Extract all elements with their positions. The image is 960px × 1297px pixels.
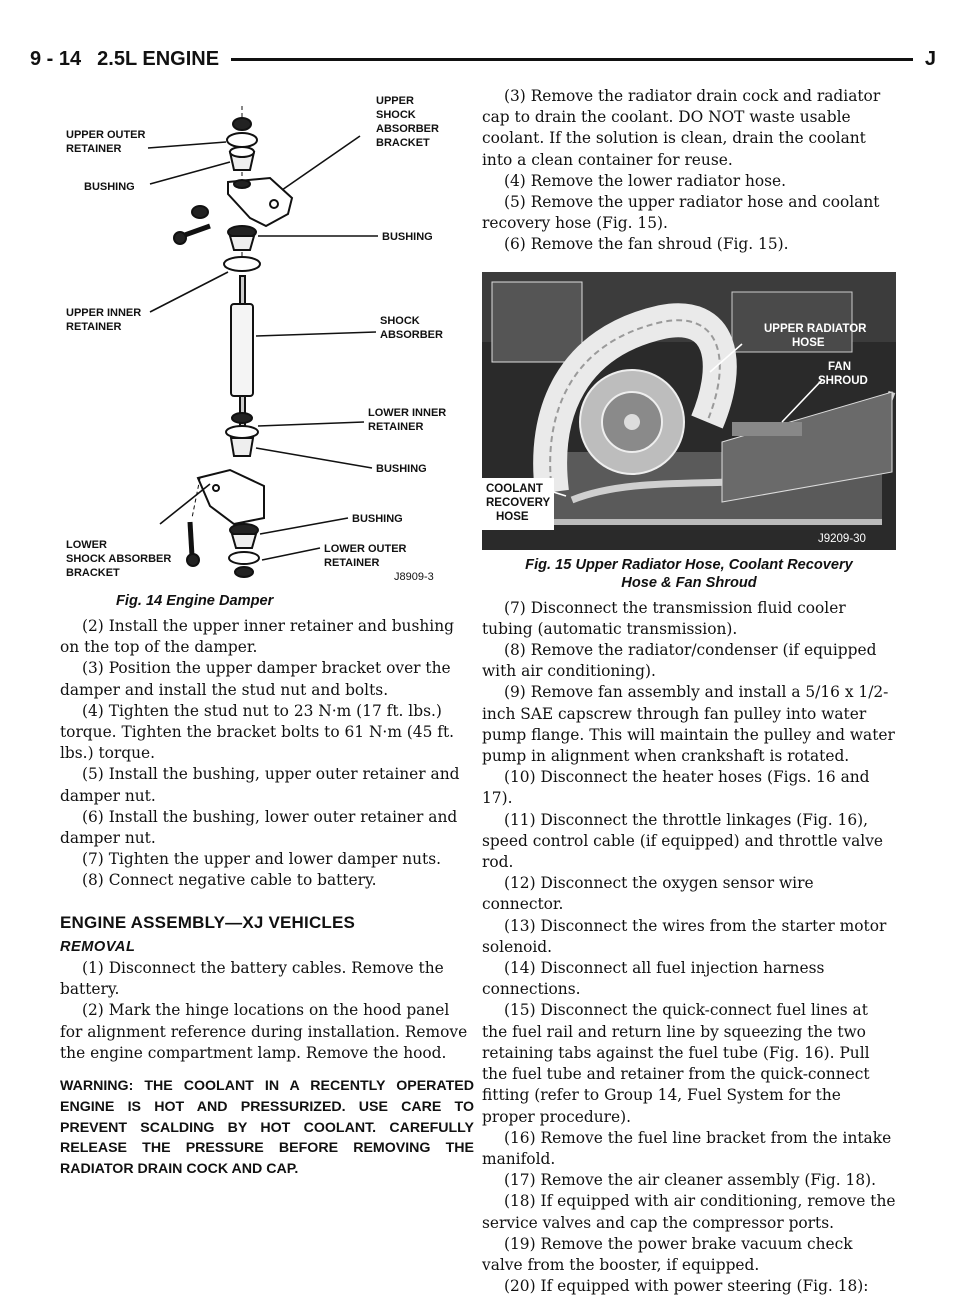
removal-step: (1) Disconnect the battery cables. Remove the battery. <box>60 959 444 999</box>
label-upper-shock-bracket: UPPER SHOCK ABSORBER BRACKET <box>376 95 439 149</box>
step-text: (3) Position the upper damper bracket over the damper and install the stud nut and bolts. <box>60 659 451 699</box>
coolant-warning: WARNING: THE COOLANT IN A RECENTLY OPERATED ENGINE IS HOT AND PRESSURIZED. USE CARE TO PREVENT SCALDING BY HOT COOLANT. CAREFULLY RELEASE THE PRESSURE BEFORE REMOVING THE RADIATOR DRAIN COCK AND CAP. <box>60 1078 474 1178</box>
install-steps <box>60 616 474 892</box>
header-letter: J <box>924 47 936 70</box>
fig15-caption-line1: Fig. 15 Upper Radiator Hose, Coolant Recovery <box>525 556 853 573</box>
step-text: (8) Remove the radiator/condenser (if equipped with air conditioning). <box>482 641 877 681</box>
step-text: (9) Remove fan assembly and install a 5/16 x 1/2-inch SAE capscrew through fan pulley into water pump flange. This will maintain the pulley and water pump in alignment when crankshaft is rotated. <box>482 683 895 766</box>
step-text: (13) Disconnect the wires from the starter motor solenoid. <box>482 916 887 956</box>
step-text: (12) Disconnect the oxygen sensor wire connector. <box>482 874 814 914</box>
step-text: (15) Disconnect the quick-connect fuel lines at the fuel rail and return line by squeezing the two retaining tabs against the fuel tube (Fig. 16). Pull the fuel tube and retainer from the quick-connect fitting (refer to Group 14, Fuel System for the proper procedure). <box>482 1001 870 1126</box>
right-column <box>482 86 896 1297</box>
label-bushing-4: BUSHING <box>352 513 403 525</box>
label-upper-outer-retainer: UPPER OUTER RETAINER <box>66 129 146 155</box>
label-upper-inner-retainer: UPPER INNER RETAINER <box>66 307 142 333</box>
step-text: (4) Tighten the stud nut to 23 N·m (17 ft. lbs.) torque. Tighten the bracket bolts to 61 N·m (45 ft. lbs.) torque. <box>60 701 455 763</box>
radiator-hose-photo <box>482 272 896 550</box>
step-text: (3) Remove the radiator drain cock and radiator cap to drain the coolant. DO NOT waste usable coolant. If the solution is clean, drain the coolant into a clean container for reuse. <box>482 87 881 169</box>
step-text: (17) Remove the air cleaner assembly (Fig. 18). <box>504 1171 877 1190</box>
section-name: 2.5L ENGINE <box>97 47 220 70</box>
page-number: 9 - 14 <box>30 47 82 70</box>
step-text: (14) Disconnect all fuel injection harness connections. <box>482 959 825 999</box>
removal-steps-cont <box>482 598 896 1297</box>
step-text: (2) Install the upper inner retainer and bushing on the top of the damper. <box>60 617 454 657</box>
fig14-code: J8909-3 <box>394 571 434 583</box>
label-bushing-1: BUSHING <box>84 181 135 193</box>
fig15-figure <box>482 272 896 550</box>
label-lower-shock-bracket: LOWER SHOCK ABSORBER BRACKET <box>66 539 172 579</box>
step-text: (10) Disconnect the heater hoses (Figs. 16 and 17). <box>482 768 870 808</box>
section-title: ENGINE ASSEMBLY—XJ VEHICLES <box>60 912 356 932</box>
fig15-code: J9209-30 <box>818 532 866 545</box>
fig14-caption: Fig. 14 Engine Damper <box>116 593 274 609</box>
page-header <box>30 44 936 74</box>
step-text: (4) Remove the lower radiator hose. <box>504 171 787 190</box>
fig15-caption <box>482 556 896 592</box>
label-bushing-3: BUSHING <box>376 463 427 475</box>
engine-damper-illustration <box>60 86 474 586</box>
label-shock-absorber: SHOCK ABSORBER <box>380 315 443 341</box>
label-coolant-recovery-hose: COOLANT RECOVERY HOSE <box>486 482 550 523</box>
step-text: (6) Install the bushing, lower outer retainer and damper nut. <box>60 807 458 848</box>
step-text: (7) Disconnect the transmission fluid cooler tubing (automatic transmission). <box>482 598 846 638</box>
label-lower-inner-retainer: LOWER INNER RETAINER <box>368 407 447 433</box>
label-upper-radiator-hose: UPPER RADIATOR HOSE <box>764 322 867 349</box>
step-text: (11) Disconnect the throttle linkages (Fig. 16), speed control cable (if equipped) and throttle valve rod. <box>482 810 884 872</box>
subsection-title: REMOVAL <box>60 938 136 955</box>
step-text: (19) Remove the power brake vacuum check valve from the booster, if equipped. <box>482 1234 853 1274</box>
label-fan-shroud: FAN SHROUD <box>818 360 868 387</box>
fig15-caption-line2: Hose & Fan Shroud <box>621 574 757 591</box>
fig14-figure <box>60 86 474 586</box>
step-text: (20) If equipped with power steering (Fig. 18): <box>504 1277 869 1296</box>
step-text: (6) Remove the fan shroud (Fig. 15). <box>504 235 789 254</box>
label-lower-outer-retainer: LOWER OUTER RETAINER <box>324 543 407 569</box>
label-bushing-2: BUSHING <box>382 231 433 243</box>
step-text: (7) Tighten the upper and lower damper nuts. <box>82 850 441 869</box>
step-text: (5) Install the bushing, upper outer retainer and damper nut. <box>60 765 460 805</box>
step-text: (5) Remove the upper radiator hose and coolant recovery hose (Fig. 15). <box>482 193 880 233</box>
header-rule <box>231 58 913 61</box>
step-text: (16) Remove the fuel line bracket from the intake manifold. <box>482 1128 892 1168</box>
step-text: (8) Connect negative cable to battery. <box>82 871 377 890</box>
left-column <box>60 86 474 1180</box>
removal-step: (2) Mark the hinge locations on the hood panel for alignment reference during installation. Remove the engine compartment lamp. Remove the hood. <box>60 1001 468 1062</box>
step-text: (18) If equipped with air conditioning, remove the service valves and cap the compressor ports. <box>482 1192 896 1232</box>
